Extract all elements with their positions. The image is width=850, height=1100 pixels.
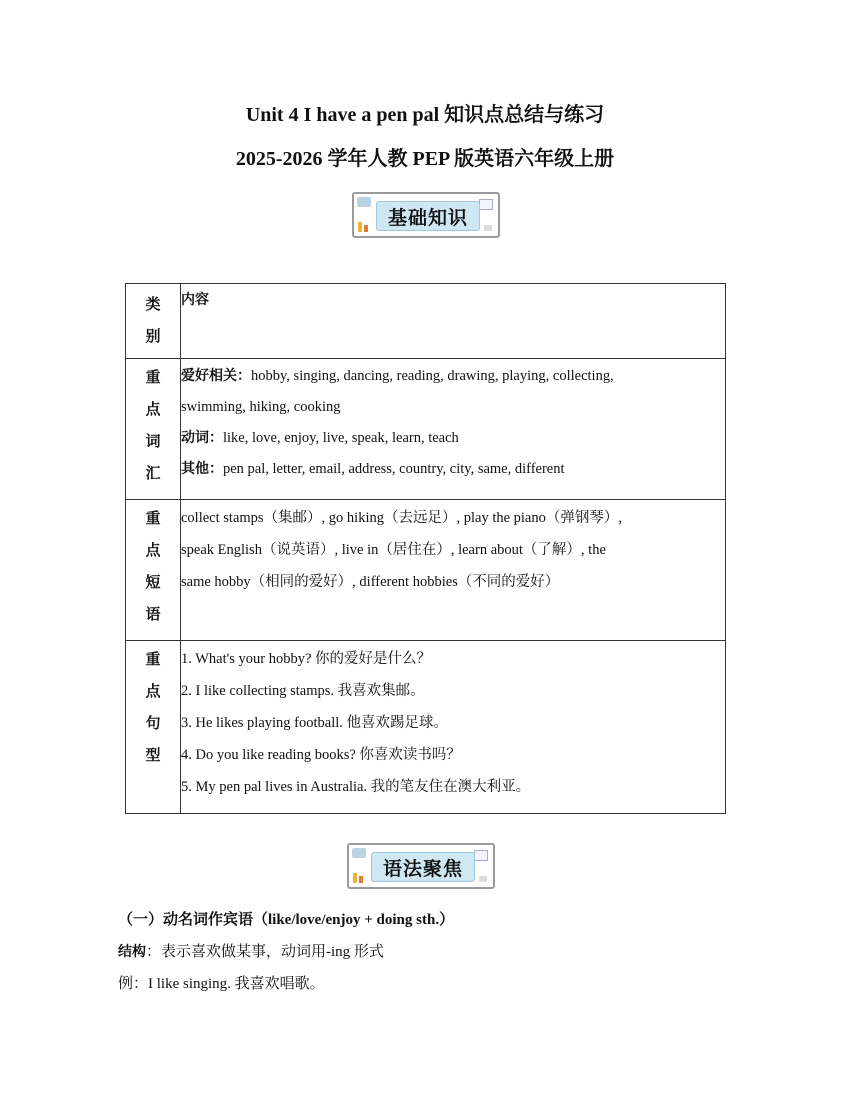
- grammar-structure: [118, 941, 384, 963]
- phrase-line: same hobby（相同的爱好）, different hobbies（不同的爱好）: [181, 574, 560, 590]
- cat-char: 类: [145, 295, 161, 313]
- robot-icon: [357, 197, 371, 207]
- phrases-content-cell: [181, 500, 726, 641]
- phrase-line: speak English（说英语）, live in（居住在）, learn about（了解）, the: [181, 542, 606, 558]
- cat-char: 重: [145, 650, 161, 668]
- cat-char: 短: [145, 573, 161, 591]
- verb-words: like, love, enjoy, live, speak, learn, teach: [223, 430, 459, 446]
- document-title: Unit 4 I have a pen pal 知识点总结与练习: [245, 104, 605, 126]
- header-content-label: 内容: [181, 292, 209, 308]
- cat-char: 词: [145, 432, 161, 450]
- cat-char: 点: [145, 682, 161, 700]
- phrase-line: collect stamps（集邮）, go hiking（去远足）, play the piano（弹钢琴）,: [181, 510, 622, 526]
- cat-char: 句: [145, 714, 161, 732]
- table-row-sentences: [126, 641, 726, 814]
- cat-char: 重: [145, 368, 161, 386]
- knowledge-table: [125, 283, 726, 814]
- vocab-content-cell: [181, 359, 726, 500]
- structure-text: ：表示喜欢做某事，动词用-ing 形式: [146, 944, 384, 960]
- hobby-words: hobby, singing, dancing, reading, drawing, playing, collecting,: [251, 368, 614, 384]
- sentence-item: 2. I like collecting stamps. 我喜欢集邮。: [181, 683, 425, 699]
- cat-char: 别: [145, 327, 161, 345]
- cat-char: 点: [145, 400, 161, 418]
- phrases-category-cell: [126, 500, 181, 641]
- grammar-heading: （一）动名词作宾语（like/love/enjoy + doing sth.）: [118, 912, 455, 928]
- pencil-icon: [353, 873, 357, 883]
- grammar-example: 例：I like singing. 我喜欢唱歌。: [118, 976, 325, 992]
- section-banner-basic: [352, 192, 500, 238]
- header-content-cell: [181, 284, 726, 359]
- cat-char: 重: [145, 509, 161, 527]
- pencil-icon: [364, 225, 368, 232]
- pencil-icon: [358, 222, 362, 232]
- table-row-phrases: [126, 500, 726, 641]
- robot-icon: [352, 848, 366, 858]
- hobby-label: 爱好相关：: [181, 368, 251, 384]
- cat-char: 语: [145, 605, 161, 623]
- hobby-words-cont: swimming, hiking, cooking: [181, 399, 341, 415]
- sentence-item: 1. What's your hobby? 你的爱好是什么？: [181, 651, 432, 667]
- sentence-item: 5. My pen pal lives in Australia. 我的笔友住在澳大利亚。: [181, 779, 531, 795]
- note-icon: [484, 225, 492, 231]
- table-header-row: [126, 284, 726, 359]
- sentences-category-cell: [126, 641, 181, 814]
- other-label: 其他：: [181, 461, 223, 477]
- table-row-vocab: [126, 359, 726, 500]
- cat-char: 型: [145, 746, 161, 764]
- section-banner-grammar: [347, 843, 495, 889]
- document-subtitle: 2025-2026 学年人教 PEP 版英语六年级上册: [235, 148, 615, 170]
- sentence-item: 3. He likes playing football. 他喜欢踢足球。: [181, 715, 449, 731]
- cat-char: 汇: [145, 464, 161, 482]
- note-icon: [479, 876, 487, 882]
- vocab-category-cell: [126, 359, 181, 500]
- verb-label: 动词：: [181, 430, 223, 446]
- sentences-content-cell: [181, 641, 726, 814]
- banner-label: 语法聚焦: [371, 852, 475, 882]
- sentence-item: 4. Do you like reading books? 你喜欢读书吗？: [181, 747, 461, 763]
- cat-char: 点: [145, 541, 161, 559]
- structure-label: 结构: [118, 944, 146, 960]
- other-words: pen pal, letter, email, address, country, city, same, different: [223, 461, 565, 477]
- header-category-cell: [126, 284, 181, 359]
- book-icon: [474, 850, 488, 861]
- banner-label: 基础知识: [376, 201, 480, 231]
- book-icon: [479, 199, 493, 210]
- pencil-icon: [359, 876, 363, 883]
